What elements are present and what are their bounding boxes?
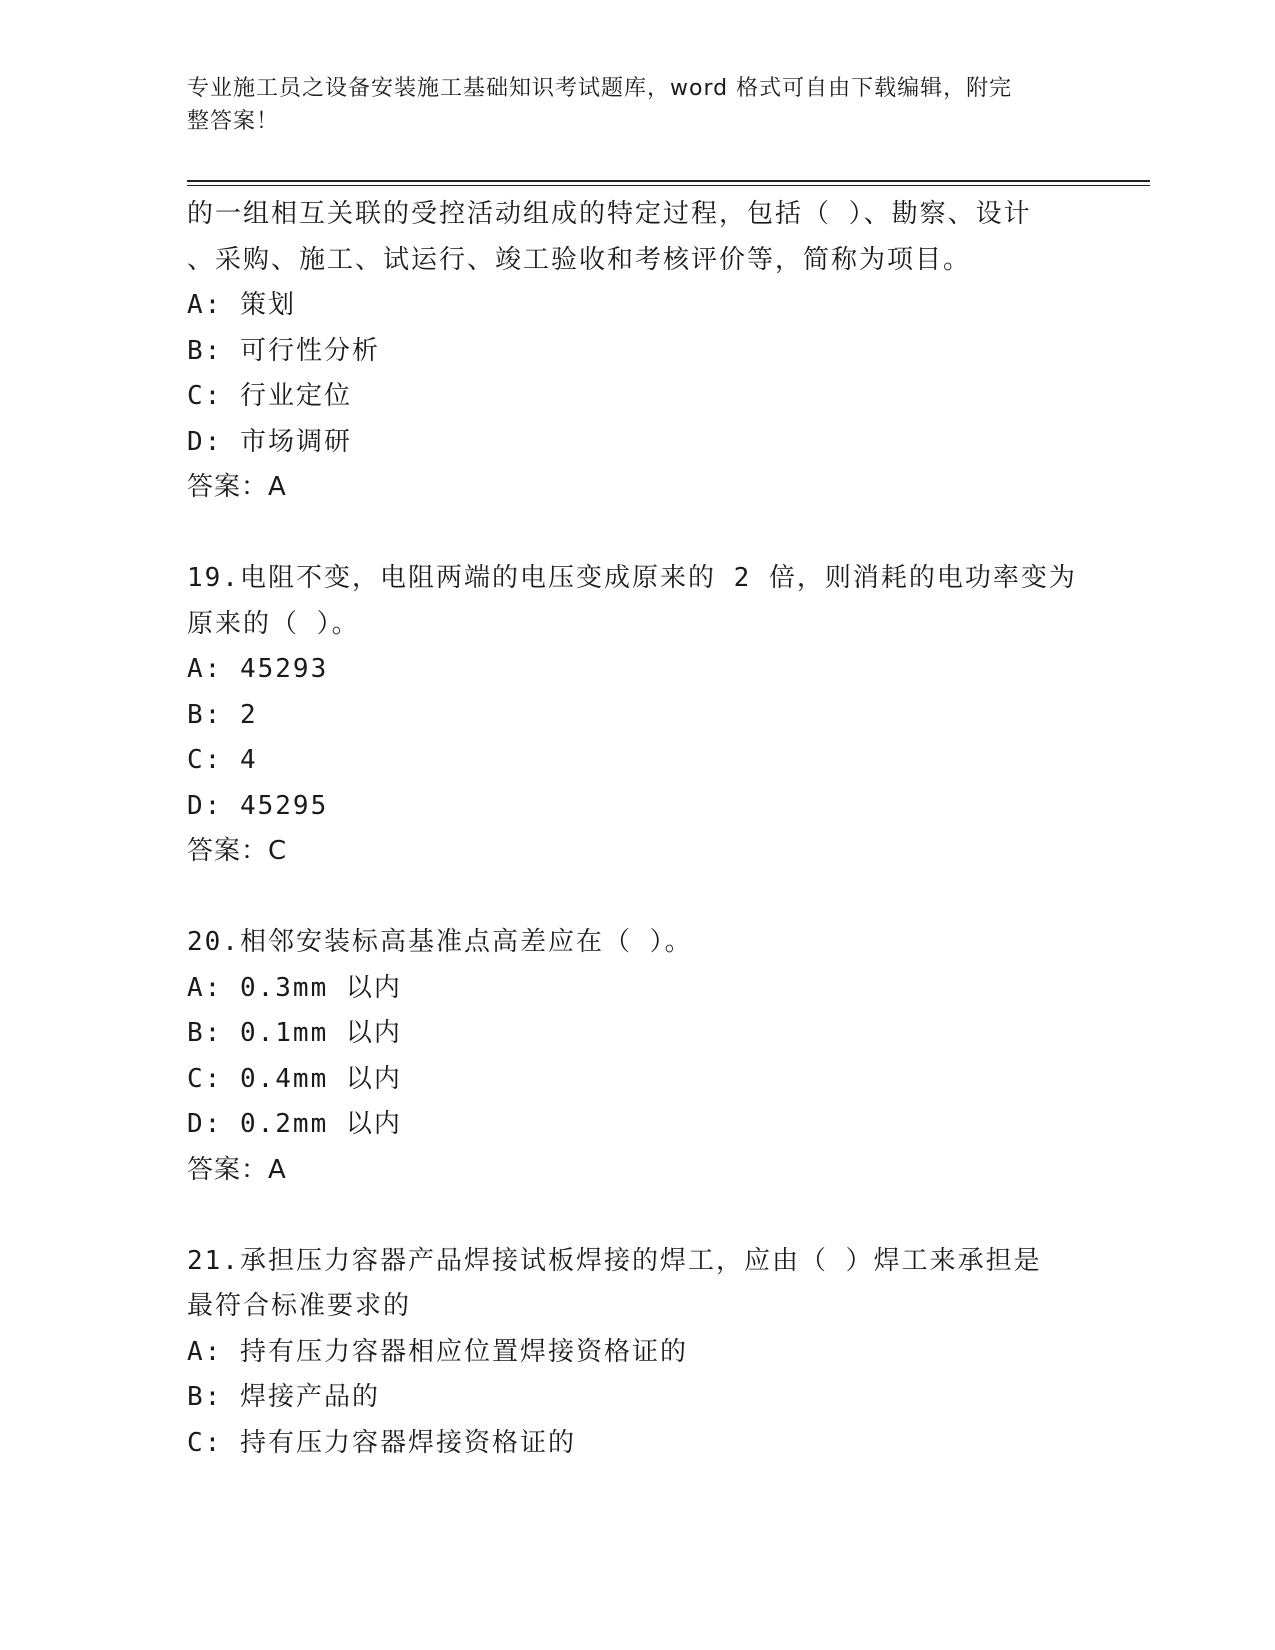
option-c: C: 0.4mm 以内 <box>187 1063 402 1094</box>
header-divider-thin <box>187 185 1150 186</box>
option-a: A: 持有压力容器相应位置焊接资格证的 <box>187 1336 688 1367</box>
question-text-line: 20.相邻安装标高基准点高差应在（ ）。 <box>187 927 693 957</box>
answer-line: 答案：A <box>187 1154 287 1185</box>
header-title-line-1: 专业施工员之设备安装施工基础知识考试题库，word 格式可自由下载编辑，附完 <box>187 76 1013 101</box>
spacer <box>187 875 1087 921</box>
question-19 <box>187 556 1087 875</box>
question-text-line: 、采购、施工、试运行、竣工验收和考核评价等，简称为项目。 <box>187 244 972 275</box>
option-d: D: 市场调研 <box>187 426 352 457</box>
option-c: C: 4 <box>187 745 258 775</box>
option-b: B: 焊接产品的 <box>187 1382 380 1412</box>
option-d: D: 45295 <box>187 790 329 821</box>
option-b: B: 可行性分析 <box>187 335 380 366</box>
question-text-line: 19.电阻不变，电阻两端的电压变成原来的 2 倍，则消耗的电功率变为 <box>187 563 1077 593</box>
option-b: B: 0.1mm 以内 <box>187 1018 402 1048</box>
option-a: A: 45293 <box>187 654 329 684</box>
spacer <box>187 511 1087 557</box>
question-text-line: 最符合标准要求的 <box>187 1291 412 1321</box>
question-text-line: 的一组相互关联的受控活动组成的特定过程，包括（ ）、勘察、设计 <box>187 199 1032 229</box>
answer-line: 答案：C <box>187 836 288 866</box>
option-a: A: 0.3mm 以内 <box>187 972 402 1003</box>
document-header <box>187 72 1087 138</box>
spacer <box>187 1193 1087 1239</box>
option-d: D: 0.2mm 以内 <box>187 1109 402 1139</box>
option-c: C: 行业定位 <box>187 381 352 411</box>
question-18 <box>187 192 1087 511</box>
header-divider-thick <box>187 180 1150 182</box>
option-c: C: 持有压力容器焊接资格证的 <box>187 1427 576 1458</box>
question-text-line: 原来的（ ）。 <box>187 608 360 639</box>
option-a: A: 策划 <box>187 290 296 320</box>
question-20 <box>187 920 1087 1193</box>
question-21 <box>187 1239 1087 1467</box>
option-b: B: 2 <box>187 699 258 730</box>
answer-line: 答案：A <box>187 472 287 502</box>
header-title-line-2: 整答案！ <box>187 109 280 134</box>
question-text-line: 21.承担压力容器产品焊接试板焊接的焊工，应由（ ）焊工来承担是 <box>187 1245 1042 1276</box>
question-list <box>187 192 1087 1466</box>
